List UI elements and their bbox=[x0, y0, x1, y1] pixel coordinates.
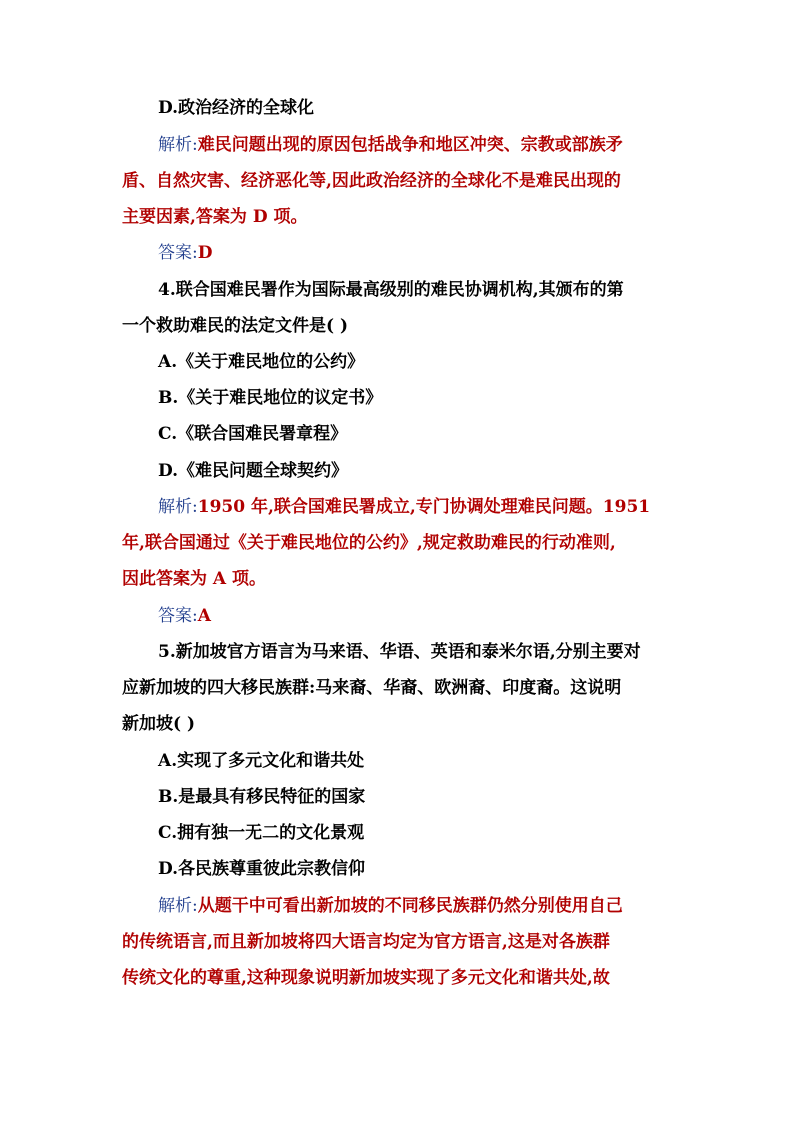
q4-option-d: D.《难民问题全球契约》 bbox=[158, 461, 349, 481]
q5-stem-line-2: 应新加坡的四大移民族群:马来裔、华裔、欧洲裔、印度裔。这说明 bbox=[122, 678, 622, 698]
q5-option-a: A.实现了多元文化和谐共处 bbox=[158, 751, 365, 771]
q4-stem-line-1: 4.联合国难民署作为国际最高级别的难民协调机构,其颁布的第 bbox=[158, 280, 624, 300]
q5-analysis-line-2: 的传统语言,而且新加坡将四大语言均定为官方语言,这是对各族群 bbox=[122, 932, 610, 952]
q3-option-d: D.政治经济的全球化 bbox=[158, 98, 315, 118]
q4-option-b: B.《关于难民地位的议定书》 bbox=[158, 388, 383, 408]
q5-analysis-line-3: 传统文化的尊重,这种现象说明新加坡实现了多元文化和谐共处,故 bbox=[122, 968, 610, 988]
q5-option-c: C.拥有独一无二的文化景观 bbox=[158, 823, 365, 843]
q4-option-c: C.《联合国难民署章程》 bbox=[158, 424, 348, 444]
q5-stem-line-1: 5.新加坡官方语言为马来语、华语、英语和泰米尔语,分别主要对 bbox=[158, 642, 641, 662]
q5-option-d: D.各民族尊重彼此宗教信仰 bbox=[158, 859, 366, 879]
q5-analysis-line-1: 解析:从题干中可看出新加坡的不同移民族群仍然分别使用自己 bbox=[158, 896, 623, 916]
q3-answer-label: 答案: bbox=[158, 243, 198, 263]
q4-analysis-label: 解析: bbox=[158, 497, 198, 517]
q3-answer-value: D bbox=[197, 243, 213, 263]
q3-analysis-line-2: 盾、自然灾害、经济恶化等,因此政治经济的全球化不是难民出现的 bbox=[122, 171, 621, 191]
q5-stem-line-3: 新加坡( ) bbox=[122, 714, 196, 734]
q5-analysis-label: 解析: bbox=[158, 896, 198, 916]
q3-analysis-line-1: 解析:难民问题出现的原因包括战争和地区冲突、宗教或部族矛 bbox=[158, 135, 623, 155]
q4-analysis-line-2: 年,联合国通过《关于难民地位的公约》,规定救助难民的行动准则, bbox=[122, 533, 616, 553]
q4-answer bbox=[158, 605, 211, 627]
q4-analysis-line-1: 解析:1950 年,联合国难民署成立,专门协调处理难民问题。1951 bbox=[158, 497, 651, 517]
q4-answer-value: A bbox=[197, 606, 211, 626]
q4-analysis-line-3: 因此答案为 A 项。 bbox=[122, 569, 267, 589]
q3-analysis-label: 解析: bbox=[158, 135, 198, 155]
q4-answer-label: 答案: bbox=[158, 606, 198, 626]
q3-answer bbox=[158, 242, 212, 264]
q4-stem-line-2: 一个救助难民的法定文件是( ) bbox=[122, 316, 349, 336]
q4-option-a: A.《关于难民地位的公约》 bbox=[158, 352, 365, 372]
q5-option-b: B.是最具有移民特征的国家 bbox=[158, 787, 366, 807]
q3-analysis-line-3: 主要因素,答案为 D 项。 bbox=[122, 207, 308, 227]
